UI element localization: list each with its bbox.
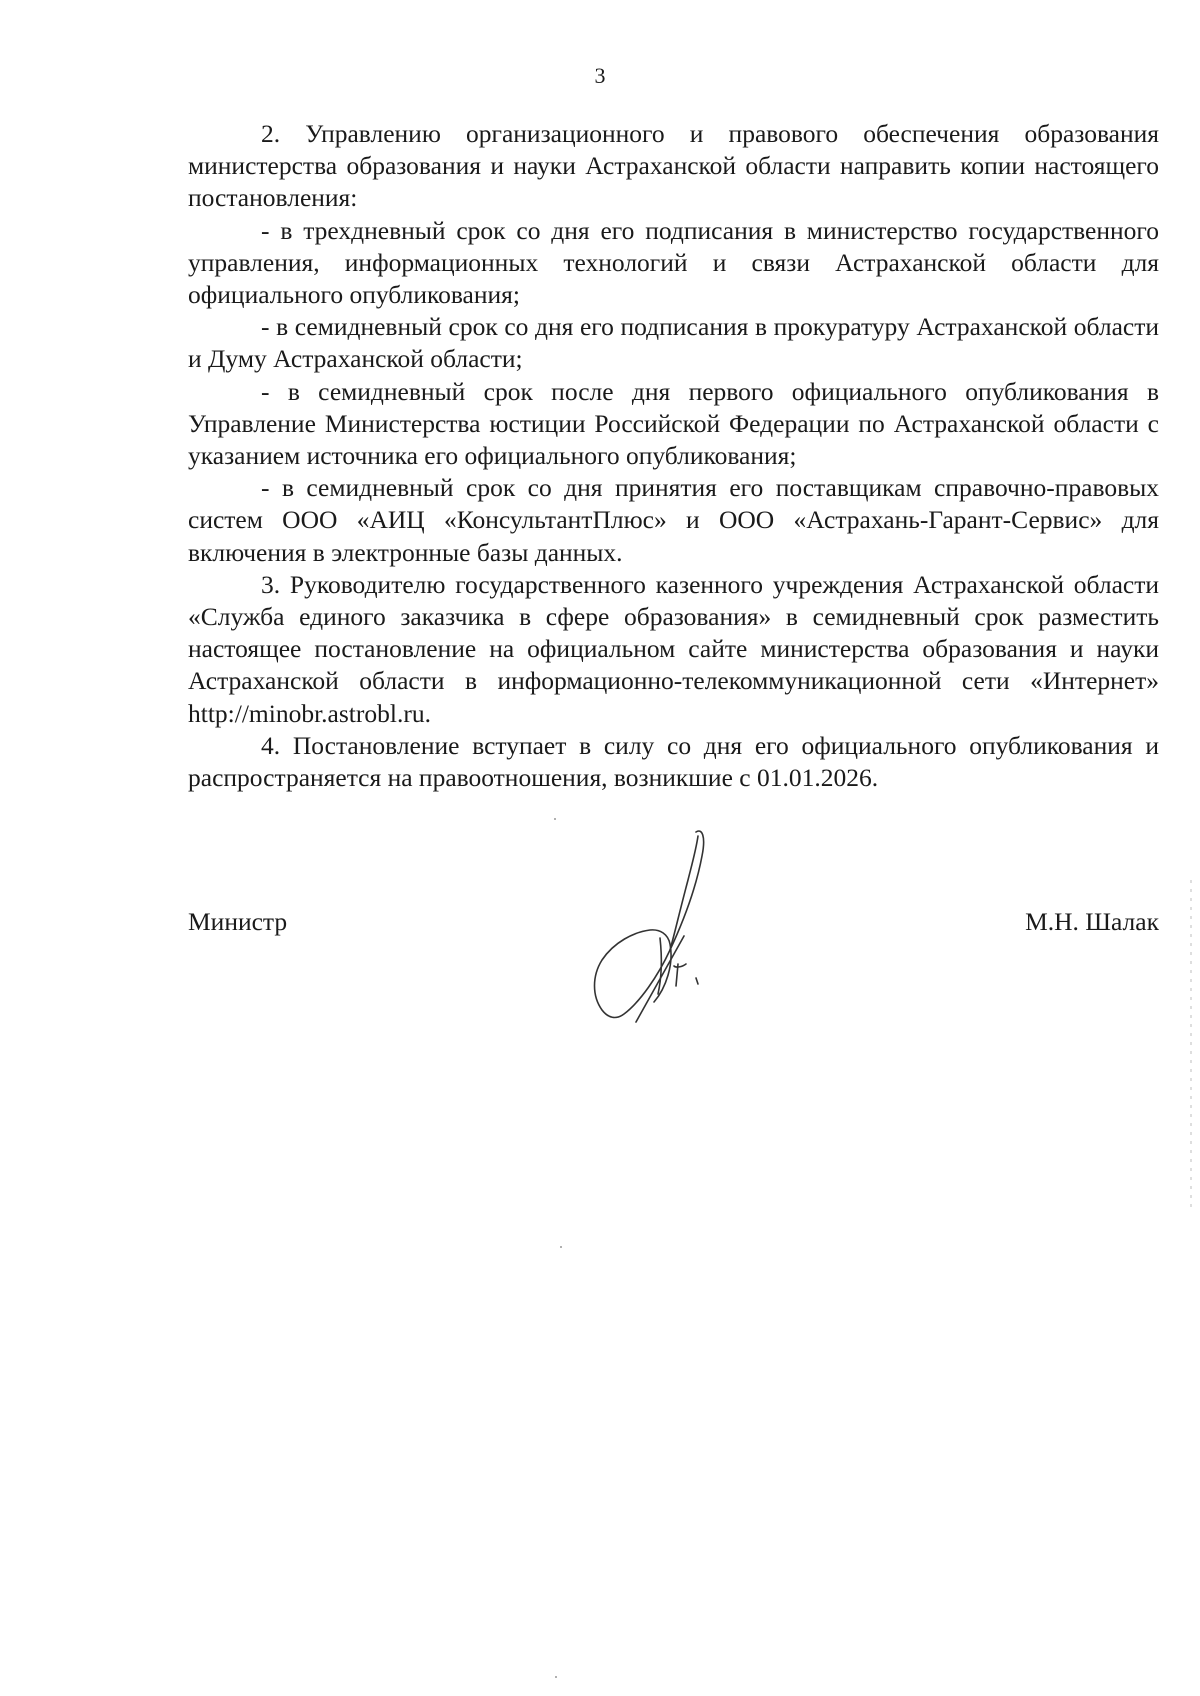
signatory-name: М.Н. Шалак xyxy=(1025,907,1159,936)
signatory-title: Министр xyxy=(188,907,288,936)
paragraph-2: 2. Управлению организационного и правового обеспечения образования министерства образования и науки Астраханской области направить копии настоящего постановления: xyxy=(188,119,1159,213)
page-number: 3 xyxy=(594,63,606,88)
paragraph-3: 3. Руководителю государственного казенного учреждения Астраханской области «Служба единого заказчика в сфере образования» в семидневный срок разместить настоящее постановление на официальном сайте министерства образования и науки Астраханской области в информационно-телекоммуникационной сети «Интернет» http://minobr.astrobl.ru. xyxy=(188,569,1159,728)
document-body xyxy=(188,118,1159,794)
paragraph-2-item-3: - в семидневный срок после дня первого официального опубликования в Управление Министерства юстиции Российской Федерации по Астраханской области с указанием источника его официального опубликования; xyxy=(188,376,1159,471)
paragraph-4: 4. Постановление вступает в силу со дня его официального опубликования и распространяется на правоотношения, возникшие с 01.01.2026. xyxy=(188,730,1159,793)
scan-speck xyxy=(554,818,556,820)
paragraph-2-item-4: - в семидневный срок со дня принятия его поставщикам справочно-правовых систем ООО «АИЦ «КонсультантПлюс» и ООО «Астрахань-Гарант-Сервис» для включения в электронные базы данных. xyxy=(188,473,1159,567)
scan-edge-artifact xyxy=(1190,880,1192,1210)
paragraph-2-item-2: - в семидневный срок со дня его подписания в прокуратуру Астраханской области и Думу Астраханской области; xyxy=(188,312,1159,374)
scan-speck xyxy=(555,1676,557,1678)
paragraph-2-item-1: - в трехдневный срок со дня его подписания в министерство государственного управления, информационных технологий и связи Астраханской области для официального опубликования; xyxy=(188,215,1159,310)
scan-speck xyxy=(560,1246,562,1248)
handwritten-signature xyxy=(578,826,718,1026)
